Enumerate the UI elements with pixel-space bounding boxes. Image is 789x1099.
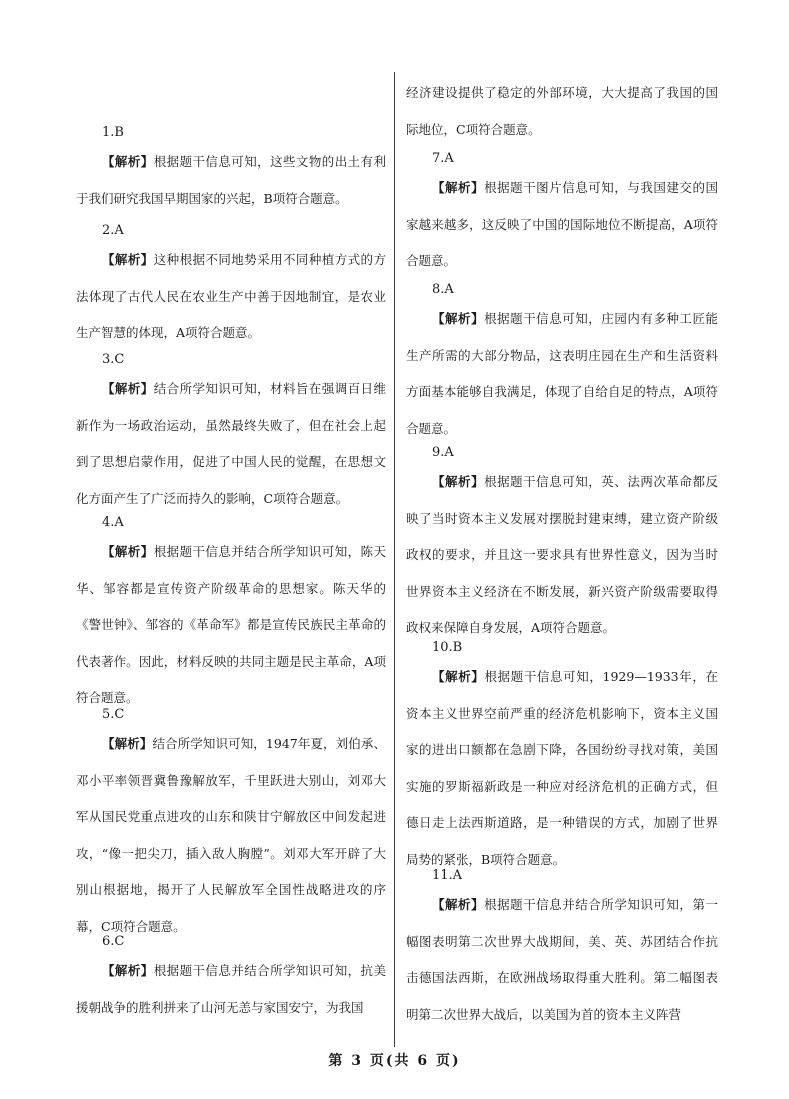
explanation bbox=[76, 726, 386, 945]
explanation bbox=[406, 170, 718, 280]
analysis-tag: 【解析】 bbox=[432, 474, 485, 489]
analysis-tag: 【解析】 bbox=[102, 736, 153, 751]
explanation-text: 根据题干信息并结合所学知识可知，抗美援朝战争的胜利拼来了山河无恙与家国安宁，为我国 bbox=[76, 963, 386, 1015]
explanation bbox=[406, 887, 718, 1033]
analysis-tag: 【解析】 bbox=[102, 963, 154, 978]
explanation bbox=[76, 371, 386, 517]
analysis-tag: 【解析】 bbox=[432, 669, 485, 684]
analysis-tag: 【解析】 bbox=[102, 381, 154, 396]
explanation-text: 根据题干信息并结合所学知识可知，陈天华、邹容都是宣传资产阶级革命的思想家。陈天华的《警世钟》、邹容的《革命军》都是宣传民族民主革命的代表著作。因此，材料反映的共同主题是民主革命，A项符合题意。 bbox=[76, 544, 386, 705]
answer-number: 11.A bbox=[432, 868, 463, 883]
explanation bbox=[406, 464, 718, 647]
explanation-text: 结合所学知识可知，材料旨在强调百日维新作为一场政治运动，虽然最终失败了，但在社会上起到了思想启蒙作用，促进了中国人民的觉醒，在思想文化方面产生了广泛而持久的影响，C项符合题意。 bbox=[76, 381, 386, 506]
explanation-text: 结合所学知识可知，1947年夏，刘伯承、邓小平率领晋冀鲁豫解放军，千里跃进大别山，刘邓大军从国民党重点进攻的山东和陕甘宁解放区中间发起进攻，“像一把尖刀，插入敌人胸膛”。刘邓大军开辟了大别山根据地，揭开了人民解放军全国性战略进攻的序幕，C项符合题意。 bbox=[76, 736, 386, 934]
explanation bbox=[406, 659, 718, 878]
explanation bbox=[406, 301, 718, 447]
explanation-continuation: 经济建设提供了稳定的外部环境，大大提高了我国的国际地位，C项符合题意。 bbox=[406, 85, 718, 137]
analysis-tag: 【解析】 bbox=[102, 154, 154, 169]
explanation-text: 根据题干图片信息可知，与我国建交的国家越来越多，这反映了中国的国际地位不断提高，A项符合题意。 bbox=[406, 180, 718, 268]
answer-number: 1.B bbox=[102, 125, 124, 140]
analysis-tag: 【解析】 bbox=[102, 544, 154, 559]
answer-number: 4.A bbox=[102, 515, 124, 530]
answer-number: 10.B bbox=[432, 640, 463, 655]
explanation bbox=[76, 953, 386, 1026]
answer-number: 3.C bbox=[102, 352, 125, 367]
analysis-tag: 【解析】 bbox=[432, 897, 485, 912]
analysis-tag: 【解析】 bbox=[102, 252, 154, 267]
answer-number: 5.C bbox=[102, 707, 125, 722]
answer-number: 2.A bbox=[102, 223, 124, 238]
analysis-tag: 【解析】 bbox=[432, 311, 485, 326]
explanation bbox=[76, 242, 386, 352]
explanation bbox=[76, 144, 386, 217]
left-column bbox=[76, 0, 386, 1099]
explanation-text: 根据题干信息可知，这些文物的出土有利于我们研究我国早期国家的兴起，B项符合题意。 bbox=[76, 154, 386, 206]
explanation-text: 根据题干信息可知，英、法两次革命都反映了当时资本主义发展对摆脱封建束缚，建立资产阶级政权的要求，并且这一要求具有世界性意义，因为当时世界资本主义经济在不断发展，新兴资产阶级需要取得政权来保障自身发展，A项符合题意。 bbox=[406, 474, 718, 635]
answer-number: 7.A bbox=[432, 151, 454, 166]
explanation-text: 根据题干信息可知，庄园内有多种工匠能生产所需的大部分物品，这表明庄园在生产和生活资料方面基本能够自我满足，体现了自给自足的特点，A项符合题意。 bbox=[406, 311, 718, 436]
explanation-text: 根据题干信息并结合所学知识可知，第一幅图表明第二次世界大战期间，美、英、苏团结合作抗击德国法西斯，在欧洲战场取得重大胜利。第二幅图表明第二次世界大战后，以美国为首的资本主义阵营 bbox=[406, 897, 718, 1022]
answer-number: 9.A bbox=[432, 445, 454, 460]
column-divider bbox=[394, 72, 395, 1047]
analysis-tag: 【解析】 bbox=[432, 180, 485, 195]
explanation-text: 这种根据不同地势采用不同种植方式的方法体现了古代人民在农业生产中善于因地制宜，是农业生产智慧的体现，A项符合题意。 bbox=[76, 252, 386, 340]
answer-number: 8.A bbox=[432, 282, 454, 297]
page-footer: 第 3 页(共 6 页) bbox=[328, 1053, 461, 1069]
right-column bbox=[406, 0, 718, 1099]
answer-number: 6.C bbox=[102, 934, 125, 949]
explanation bbox=[76, 534, 386, 717]
explanation-text: 根据题干信息可知，1929—1933年，在资本主义世界空前严重的经济危机影响下，资本主义国家的进出口额都在急剧下降，各国纷纷寻找对策，美国实施的罗斯福新政是一种应对经济危机的正确方式，但德日走上法西斯道路，是一种错误的方式，加剧了世界局势的紧张，B项符合题意。 bbox=[406, 669, 718, 867]
